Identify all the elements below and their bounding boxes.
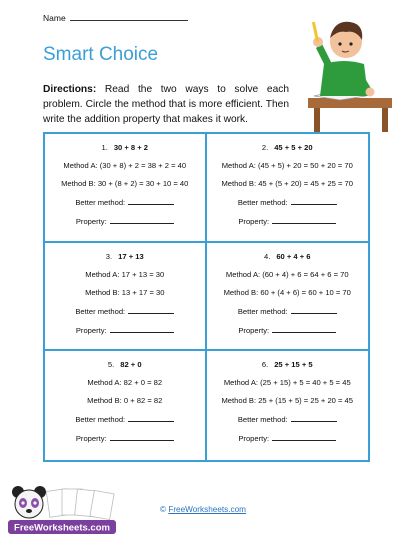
method-b[interactable]: Method B: 0 + 82 = 82	[87, 396, 163, 406]
better-method-blank[interactable]	[291, 414, 337, 422]
property-label: Property:	[238, 217, 270, 226]
property-label: Property:	[238, 325, 270, 335]
better-method-label: Better method:	[237, 415, 288, 425]
method-a[interactable]: Method A: (60 + 4) + 6 = 64 + 6 = 70	[225, 269, 349, 279]
problem-heading	[45, 360, 205, 369]
better-method-blank[interactable]	[128, 197, 174, 205]
method-a[interactable]: Method A: (45 + 5) + 20 = 50 + 20 = 70	[221, 161, 353, 170]
property-row	[45, 433, 205, 443]
better-method-label: Better method:	[237, 306, 288, 316]
method-a[interactable]: Method A: (30 + 8) + 2 = 38 + 2 = 40	[63, 161, 187, 170]
better-method-blank[interactable]	[128, 306, 174, 314]
problem-card	[45, 134, 207, 243]
problem-heading	[45, 252, 205, 261]
method-b[interactable]: Method B: 30 + (8 + 2) = 30 + 10 = 40	[61, 179, 189, 188]
problem-expression: 60 + 4 + 6	[276, 251, 311, 261]
problem-number: 5.	[107, 360, 115, 370]
name-field[interactable]	[43, 12, 188, 23]
better-method-row	[207, 197, 369, 207]
method-a[interactable]: Method A: 17 + 13 = 30	[85, 269, 165, 279]
problem-card	[45, 351, 207, 460]
property-label: Property:	[75, 217, 107, 226]
problem-expression: 25 + 15 + 5	[274, 360, 313, 370]
property-label: Property:	[75, 325, 107, 335]
boy-thinking-illustration	[294, 4, 394, 132]
name-line[interactable]	[70, 12, 188, 21]
method-b[interactable]: Method B: 13 + 17 = 30	[85, 287, 165, 297]
page-title: Smart Choice	[43, 44, 159, 65]
property-row	[45, 325, 205, 335]
better-method-row	[207, 306, 369, 316]
problem-number: 6.	[261, 360, 269, 370]
freeworksheets-logo	[6, 482, 118, 537]
method-a[interactable]: Method A: 82 + 0 = 82	[87, 378, 163, 388]
better-method-label: Better method:	[75, 306, 126, 316]
problem-card	[207, 243, 369, 352]
method-a[interactable]: Method A: (25 + 15) + 5 = 40 + 5 = 45	[223, 378, 351, 388]
property-blank[interactable]	[110, 325, 174, 333]
method-b[interactable]: Method B: 25 + (15 + 5) = 25 + 20 = 45	[221, 396, 353, 406]
problem-number: 2.	[261, 143, 269, 152]
better-method-blank[interactable]	[128, 414, 174, 422]
problem-number: 3.	[105, 251, 113, 261]
property-label: Property:	[238, 434, 270, 444]
method-b[interactable]: Method B: 60 + (4 + 6) = 60 + 10 = 70	[223, 287, 351, 297]
better-method-blank[interactable]	[291, 197, 337, 205]
property-row	[207, 325, 369, 335]
better-method-row	[207, 414, 369, 424]
site-link[interactable]: FreeWorksheets.com	[168, 505, 246, 514]
directions	[43, 82, 289, 128]
property-blank[interactable]	[272, 216, 336, 224]
problem-expression: 45 + 5 + 20	[274, 143, 313, 152]
property-row	[207, 433, 369, 443]
name-label: Name	[43, 13, 66, 23]
problem-heading	[207, 252, 369, 261]
property-label: Property:	[75, 434, 107, 444]
better-method-row	[45, 414, 205, 424]
directions-text: Read the two ways to solve each problem. Circle the method that is more efficient. Then write the addition property that makes it work.	[43, 84, 289, 126]
problem-expression: 17 + 13	[118, 251, 144, 261]
better-method-label: Better method:	[75, 198, 126, 207]
footer-credit	[160, 505, 246, 514]
better-method-row	[45, 306, 205, 316]
problem-card	[45, 243, 207, 352]
directions-label: Directions:	[43, 84, 97, 95]
copyright-symbol: ©	[160, 505, 167, 514]
better-method-label: Better method:	[237, 198, 288, 207]
property-blank[interactable]	[110, 216, 174, 224]
property-row	[207, 216, 369, 226]
logo-text: FreeWorksheets.com	[14, 522, 110, 534]
problem-expression: 30 + 8 + 2	[113, 143, 149, 152]
better-method-label: Better method:	[75, 415, 126, 425]
problem-heading	[207, 360, 369, 369]
better-method-row	[45, 197, 205, 207]
property-blank[interactable]	[272, 433, 336, 441]
property-blank[interactable]	[110, 433, 174, 441]
problem-number: 4.	[263, 251, 271, 261]
problem-heading	[45, 143, 205, 152]
problem-card	[207, 351, 369, 460]
problem-grid	[43, 132, 370, 462]
property-row	[45, 216, 205, 226]
problem-heading	[207, 143, 369, 152]
property-blank[interactable]	[272, 325, 336, 333]
problem-card	[207, 134, 369, 243]
problem-number: 1.	[101, 143, 108, 152]
better-method-blank[interactable]	[291, 306, 337, 314]
method-b[interactable]: Method B: 45 + (5 + 20) = 45 + 25 = 70	[221, 179, 353, 188]
problem-expression: 82 + 0	[120, 360, 142, 370]
